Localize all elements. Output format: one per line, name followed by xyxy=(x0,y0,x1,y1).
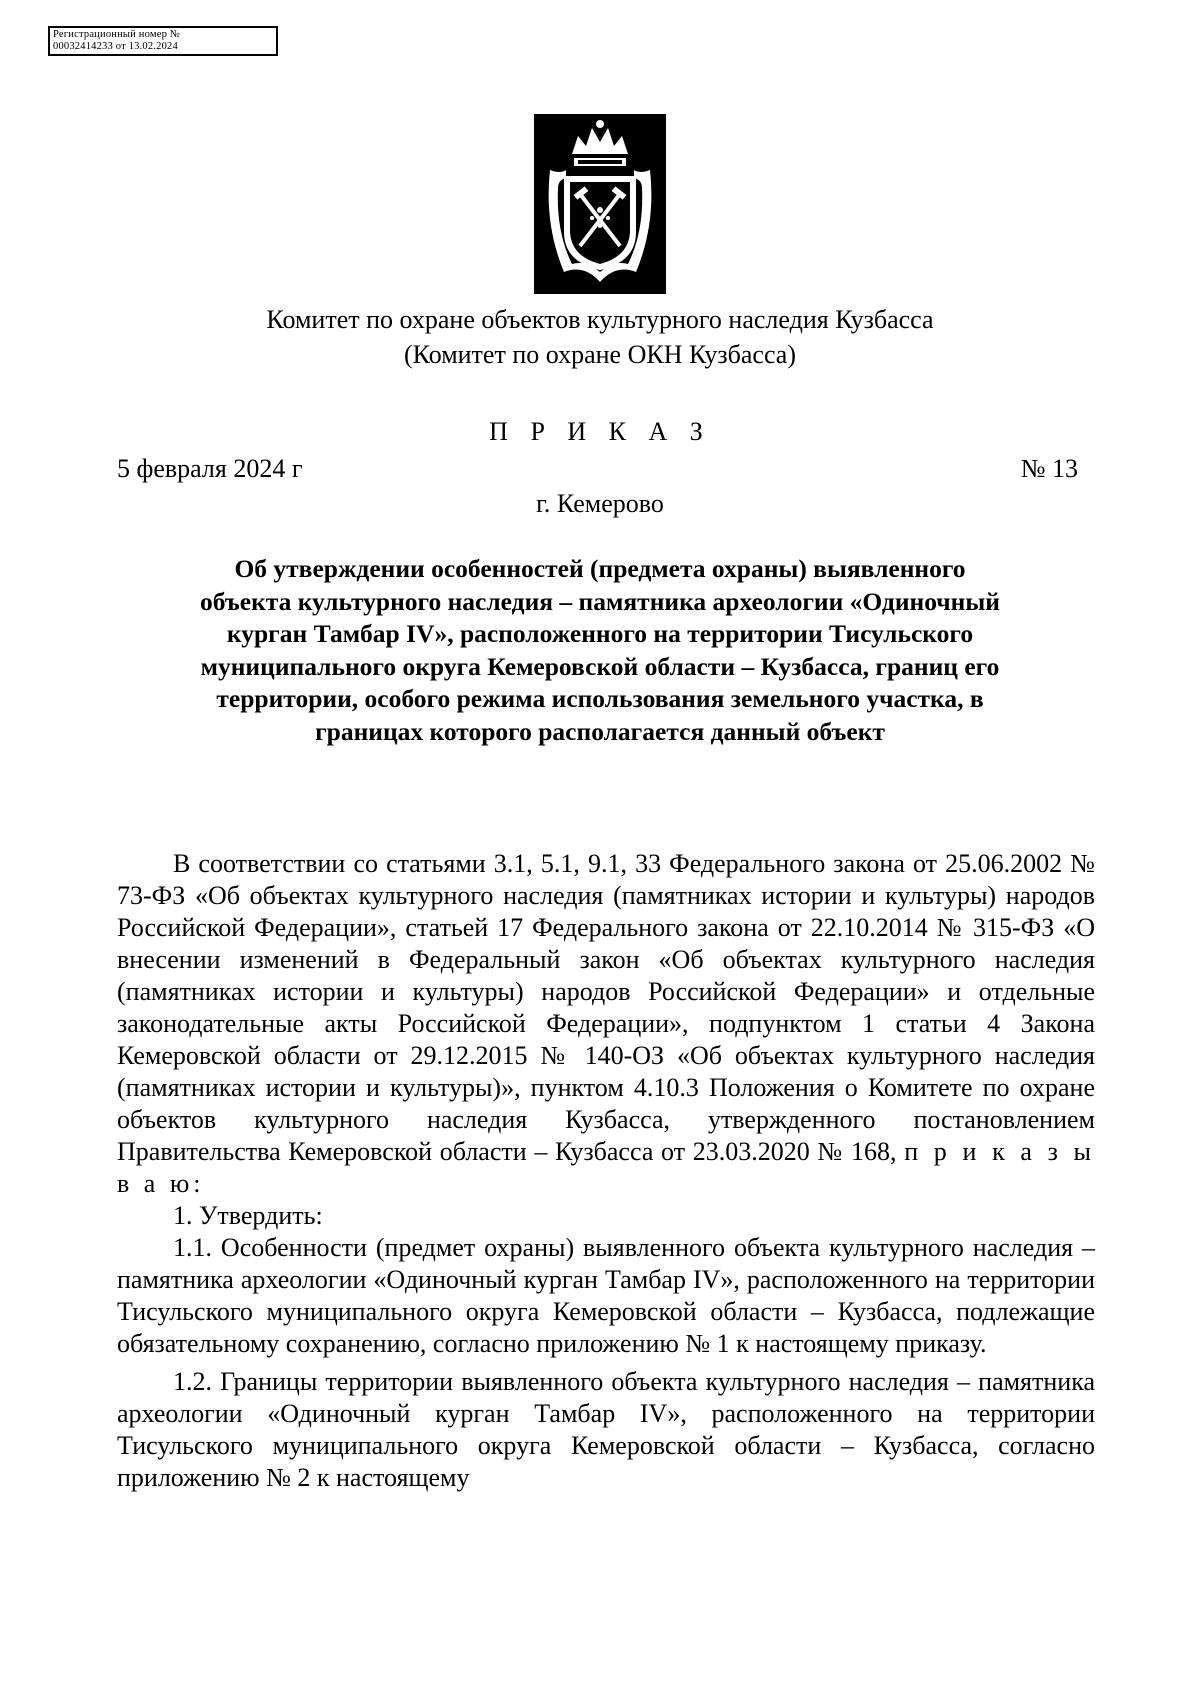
committee-header xyxy=(0,302,1200,372)
registration-stamp-line1: Регистрационный номер № xyxy=(53,29,181,40)
order-subject: Об утверждении особенностей (предмета охраны) выявленного объекта культурного наследия – памятника археологии «Одиночный курган Тамбар IV», расположенного на территории Тисульского муниципального округа Кемеровской области – Кузбасса, границ его территории, особого режима использования земельного участка, в границах которого располагается данный объект xyxy=(200,554,1000,746)
item-1-1: 1.1. Особенности (предмет охраны) выявленного объекта культурного наследия – памятника археологии «Одиночный курган Тамбар IV», расположенного на территории Тисульского муниципального округа Кемеровской области – Кузбасса, подлежащие обязательному сохранению, согласно приложению № 1 к настоящему приказу. xyxy=(117,1233,1095,1358)
committee-name: Комитет по охране объектов культурного наследия Кузбасса xyxy=(266,305,934,334)
item-1: 1. Утвердить: xyxy=(173,1201,323,1230)
registration-stamp-line2: 00032414233 от 13.02.2024 xyxy=(53,41,178,52)
order-title: П Р И К А З xyxy=(489,417,711,446)
preamble-text: В соответствии со статьями 3.1, 5.1, 9.1, 33 Федерального закона от 25.06.2002 № 73-ФЗ «Об объектах культурного наследия (памятниках истории и культуры) народов Российской Федерации», статьей 17 Федерального закона от 22.10.2014 № 315-ФЗ «О внесении изменений в Федеральный закон «Об объектах культурного наследия (памятниках истории и культуры) народов Российской Федерации» и отдельные законодательные акты Российской Федерации», подпунктом 1 статьи 4 Закона Кемеровской области от 29.12.2015 № 140-ОЗ «Об объектах культурного наследия (памятниках истории и культуры)», пунктом 4.10.3 Положения о Комитете по охране объектов культурного наследия Кузбасса, утвержденного постановлением Правительства Кемеровской области – Кузбасса от 23.03.2020 № 168, xyxy=(117,849,1095,1166)
order-city: г. Кемерово xyxy=(536,489,664,518)
order-number: № 13 xyxy=(1020,454,1078,483)
order-body xyxy=(117,848,1095,1494)
item-1-2: 1.2. Границы территории выявленного объекта культурного наследия – памятника археологии «Одиночный курган Тамбар IV», расположенного на территории Тисульского муниципального округа Кемеровской области – Кузбасса, согласно приложению № 2 к настоящему xyxy=(117,1367,1095,1492)
registration-stamp xyxy=(48,26,278,56)
committee-short-name: (Комитет по охране ОКН Кузбасса) xyxy=(403,340,797,369)
order-date: 5 февраля 2024 г xyxy=(117,454,303,483)
kuzbass-coat-of-arms-icon xyxy=(534,114,666,294)
order-word: п р и к а з ы в а ю: xyxy=(117,1137,1095,1198)
preamble-paragraph xyxy=(117,848,1095,1200)
